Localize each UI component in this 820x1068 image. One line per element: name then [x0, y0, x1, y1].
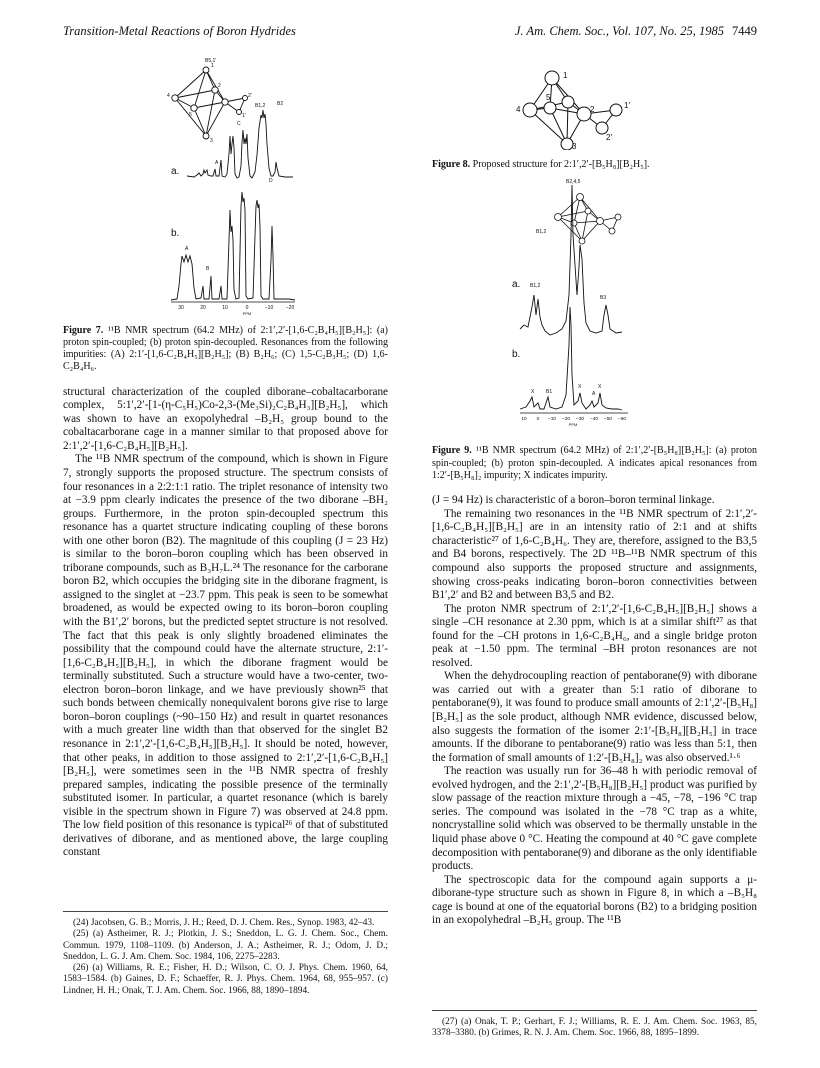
figure-8-atom-label: 5 [546, 93, 551, 102]
figure-9-peak-label: B2,4,5 [566, 178, 581, 185]
paragraph: The proton NMR spectrum of 2:1′,2′-[1,6-C₂B₄H₅][B₂H₅] shows a single –CH resonance at 2.30 ppm, which is at a similar shift²⁷ as that found for the –CH protons in 1,6-C₂B₄H₆, and a single bridge proton peak at −1.50 ppm. The terminal –BH proton resonances are not resolved. [432, 602, 757, 669]
figure-7-peak-label: B2 [277, 101, 284, 107]
footnotes-right [432, 1010, 757, 1040]
figure-9-x-tick: −30 [575, 416, 585, 422]
paragraph: The reaction was usually run for 36–48 h with periodic removal of evolved hydrogen, and the 2:1′,2′-[B₅H₈][B₂H₅] product was purified by slow passage of the reaction mixture through a −45, −78, −196 °C trap series. The compound was isolated in the −78 °C trap as a white, noncrystalline solid which was observed to be thermally unstable in the liquid phase above 0 °C. Heating the compound at 40 °C gave complete decomposition with pentaborane(9) and diborane as the only identifiable products. [432, 765, 757, 873]
figure-9-x-tick: −60 [617, 416, 627, 422]
page-header [63, 24, 757, 42]
paragraph: (J = 94 Hz) is characteristic of a boron–boron terminal linkage. [432, 494, 715, 507]
figure-8-atom-label: 4 [516, 105, 521, 114]
figure-8-caption [432, 159, 757, 171]
figure-9-peak-label: X [531, 388, 535, 395]
figure-7-x-tick: 0 [245, 305, 249, 311]
figure-8-structure [432, 50, 757, 150]
figure-7-peak-label: C [237, 121, 241, 127]
journal-citation: J. Am. Chem. Soc., Vol. 107, No. 25, 1985 7449 [514, 24, 757, 38]
running-title: Transition-Metal Reactions of Boron Hydrides [63, 24, 296, 38]
figure-7-cluster-label: 1' [242, 113, 246, 119]
figure-9-peak-label: B1,2 [536, 228, 547, 235]
figure-7-peak-label: D [269, 178, 273, 184]
figure-8 [432, 50, 757, 171]
footnotes-left [63, 911, 388, 997]
figure-8-atom-label: 1′ [624, 101, 630, 110]
figure-7-cluster-label: 1 [211, 63, 214, 69]
figure-9-x-tick: 0 [536, 416, 540, 422]
figure-9-peak-label: X [578, 383, 582, 390]
figure-7-x-tick: −10 [264, 305, 274, 311]
figure-7-spectrum [63, 50, 388, 316]
right-body-text [432, 494, 757, 928]
figure-9 [432, 175, 757, 482]
paragraph: The spectroscopic data for the compound again supports a μ-diborane-type structure such as shown in Figure 8, in which a –B₅H₈ cage is bound at one of the equatorial borons (B2) to a bridging position in an exopolyhedral –B₂H₅ group. The ¹¹B [432, 873, 757, 927]
figure-7-caption-label: Figure 7. [63, 324, 104, 336]
figure-8-atom-label: 2 [590, 105, 595, 114]
left-body-text [63, 386, 388, 860]
figure-7-x-tick: 30 [178, 305, 184, 311]
figure-8-atom-label: 1 [563, 71, 568, 80]
figure-9-peak-label: B1 [546, 388, 553, 395]
figure-7-cluster-structure [172, 67, 248, 139]
figure-7-cluster-label: 2 [218, 83, 221, 89]
reference: (25) (a) Astheimer, R. J.; Plotkin, J. S.; Sneddon, L. G. J. Chem. Soc., Chem. Commun. 1979, 1108–1109. (b) Anderson, J. A.; Astheimer, R. J.; Odom, J. D.; Sneddon, L. G. J. Am. Chem. Soc. 1984, 106, 2275–2283. [63, 929, 388, 962]
figure-7-cluster-label: 2' [248, 93, 252, 99]
figure-9-trace-decoupled [520, 307, 622, 410]
figure-9-trace-coupled [520, 185, 622, 335]
figure-7-x-tick: −20 [285, 305, 295, 311]
paragraph: When the dehydrocoupling reaction of pentaborane(9) with diborane was carried out with a greater than 5:1 ratio of diborane to pentaborane(9), it was found to produce small amounts of 2:1′,2′-[B₅H₈][B₂H₅] as the sole product, although NMR evidence, discussed below, also suggests the formation of the isomer 2:1′-[B₅H₈][B₂H₅] in trace amounts. If the diborane to pentaborane(9) ratio was less than 5:1, then the formation of small amounts of 1:2′-[B₅H₈]₂ was also observed.¹·⁶ [432, 670, 757, 764]
paragraph: The remaining two resonances in the ¹¹B NMR spectrum of 2:1′,2′-[1,6-C₂B₄H₅][B₂H₅] are in an intensity ratio of 2:1 and at shifts characteristic²⁷ of 1,6-C₂B₄H₆. They are, therefore, assigned to the B3,5 and B4 borons, respectively. The 2D ¹¹B–¹¹B NMR spectrum of this compound also supports the proposed structure and assignments, showing cross-peaks indicating boron–boron connectivities between B1′,2′ and B2 and between B3,5 and B2. [432, 507, 757, 602]
figure-9-x-tick: −20 [561, 416, 571, 422]
figure-7-trace-decoupled [171, 192, 295, 300]
figure-7-x-tick: 10 [222, 305, 228, 311]
page-number: 7449 [732, 24, 757, 38]
figure-7-label-b: b. [171, 228, 180, 239]
figure-9-x-tick: −50 [603, 416, 613, 422]
figure-9-peak-label: X [598, 383, 602, 390]
figure-7-peak-label: A [185, 246, 189, 252]
figure-7 [63, 50, 388, 374]
figure-8-caption-label: Figure 8. [432, 158, 471, 170]
figure-7-cluster-label: B5,1' [205, 58, 217, 64]
reference: (24) Jacobsen, G. B.; Morris, J. H.; Reed, D. J. Chem. Res., Synop. 1983, 42–43. [73, 918, 375, 928]
paragraph: The ¹¹B NMR spectrum of the compound, which is shown in Figure 7, strongly supports the proposed structure. The spectrum consists of four resonances in a 2:2:1:1 ratio. The triplet resonance of intensity two at −3.9 ppm clearly indicates the presence of the two diborane –BH₂ groups. Furthermore, in the proton spin-decoupled spectrum this resonance has a quartet structure indicating coupling of these borons with one other boron (B2). The magnitude of this coupling (J = 23 Hz) is similar to the boron–boron coupling which has been observed in triborane compounds, such as B₃H₇L.²⁴ The resonance for the carborane boron B2, which occupies the bridging site in the diborane fragment, is assigned to the singlet at −23.7 ppm. This peak is seen to be somewhat broadened, as would be expected owing to its boron–boron coupling with the B1′,2′ borons, but the predicted septet structure is not resolved. The fact that this peak is only slightly broadened eliminates the possibility that the compound could have the alternate structure, 2:1′-[1,6-C₂B₄H₅][B₂H₅], in which the diborane fragment would be terminally substituted. Such a structure would have a two-center, two-electron boron–boron linkage, and we have previously shown²⁵ that such bonds between chemically nonequivalent borons give rise to large boron–boron couplings (~90–150 Hz) and result in quartet resonances with a much greater line width than that observed for the singlet B2 resonance in 2:1′,2′-[1,6-C₂B₄H₅][B₂H₅]. It should be noted, however, that other peaks, in addition to those assigned to 2:1′,2′-[1,6-C₂B₄H₅][B₂H₅], were sometimes seen in the ¹¹B NMR spectra of freshly prepared samples, indicating the possible presence of the terminally substituted isomer. In particular, a quartet resonance (which is barely visible in the spectrum shown in Figure 7) was observed at 24.8 ppm. The low field position of this resonance is typical²⁶ of that of substituted derivatives of diborane, and as mentioned above, the large coupling constant [63, 453, 388, 859]
right-column [432, 50, 757, 928]
figure-8-atom-label: 3 [572, 142, 577, 150]
figure-9-x-tick: −10 [547, 416, 557, 422]
figure-7-cluster-label: 3 [210, 138, 213, 144]
figure-9-spectrum [432, 175, 757, 437]
reference: (27) (a) Onak, T. P.; Gerhart, F. J.; Williams, R. E. J. Am. Chem. Soc. 1963, 85, 3378–3380. (b) Grimes, R. N. J. Am. Chem. Soc. 1966, 88, 1895–1899. [432, 1017, 757, 1039]
left-column [63, 50, 388, 860]
figure-7-caption [63, 325, 388, 374]
figure-7-peak-label: A [215, 160, 219, 166]
figure-7-cluster-label: 4 [167, 93, 170, 99]
figure-7-peak-label: B [206, 266, 210, 272]
reference: (26) (a) Williams, R. E.; Fisher, H. D.; Wilson, C. O. J. Phys. Chem. 1960, 64, 1583–1584. (b) Gaines, D. F.; Schaeffer, R. J. Phys. Chem. 1964, 68, 955–957. (c) Lindner, H. H.; Onak, T. J. Am. Chem. Soc. 1966, 88, 1890–1894. [63, 963, 388, 996]
figure-7-caption-text: ¹¹B NMR spectrum (64.2 MHz) of 2:1′,2′-[1,6-C₂B₄H₅][B₂H₅]: (a) proton spin-coupled; (b) proton spin-decoupled. Resonances from the following impurities: (A) 2:1′-[1,6-C₂B₄H₅][B₂H₅]; (B) B₂H₆; (C) 1,5-C₂B₃H₅; (D) 1,6-C₂B₄H₆. [63, 324, 388, 373]
footnote-rule [63, 911, 388, 912]
figure-7-cluster-label: 5 [189, 112, 192, 118]
figure-9-peak-label: B1,2 [530, 282, 541, 289]
figure-7-x-unit: PPM [242, 311, 252, 316]
figure-9-label-a: a. [512, 278, 521, 290]
figure-9-peak-label: B3 [600, 294, 607, 301]
paragraph: structural characterization of the coupled diborane–cobaltacarborane complex, 5:1′,2′-[1-(η-C₅H₅)Co-2,3-(Me₃Si)₂C₂B₄H₃][B₂H₅], which was shown to have an exopolyhedral –B₂H₅ group bound to the cobaltacarborane cage in a manner similar to that proposed above for 2:1′,2′-[1,6-C₂B₄H₅][B₂H₅]. [63, 385, 388, 452]
figure-9-caption-text: ¹¹B NMR spectrum (64.2 MHz) of 2:1′,2′-[B₅H₈][B₂H₅]: (a) proton spin-coupled; (b) proton spin-decoupled. A indicates apical resonances from 1:2′-[B₅H₈]₂ impurity; X indicates impurity. [432, 445, 757, 481]
figure-9-x-unit: PPM [568, 421, 578, 427]
figure-7-label-a: a. [171, 166, 180, 177]
figure-7-x-tick: 20 [200, 305, 206, 311]
figure-9-peak-label: A [592, 390, 596, 397]
figure-7-peak-label: B1,2 [255, 103, 266, 109]
figure-9-label-b: b. [512, 348, 521, 360]
figure-8-atom-label: 2′ [606, 133, 612, 142]
figure-8-caption-text: Proposed structure for 2:1′,2′-[B₅H₈][B₂H₅]. [470, 158, 650, 170]
figure-9-x-tick: 10 [521, 416, 527, 422]
figure-9-caption [432, 445, 757, 482]
figure-9-x-tick: −40 [589, 416, 599, 422]
figure-9-caption-label: Figure 9. [432, 445, 472, 457]
footnote-rule [432, 1010, 757, 1011]
